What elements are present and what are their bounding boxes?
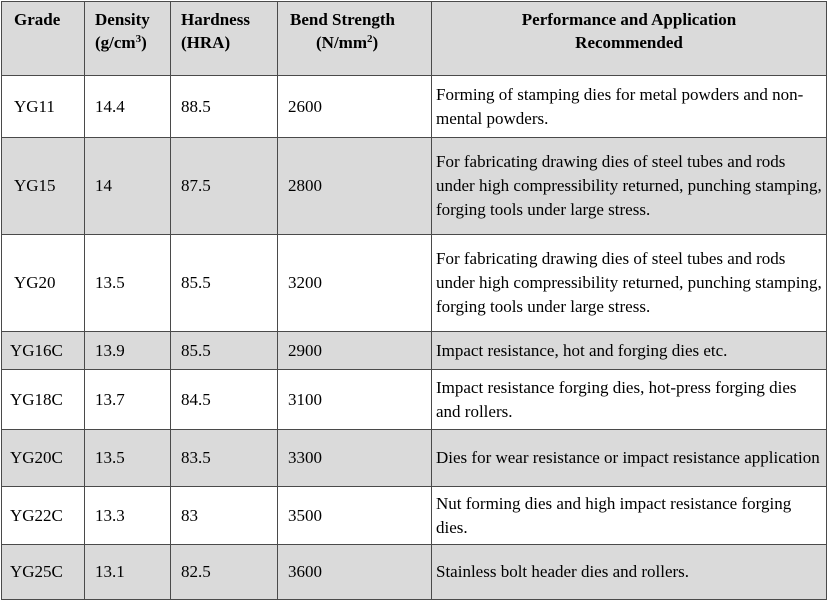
table-row — [2, 370, 827, 430]
cell-density: 13.3 — [85, 487, 171, 545]
table-row — [2, 138, 827, 235]
table-row — [2, 235, 827, 332]
header-density — [85, 2, 171, 76]
cell-hardness: 82.5 — [171, 545, 278, 600]
cell-bend-strength: 2900 — [278, 332, 432, 370]
cell-application: For fabricating drawing dies of steel tubes and rods under high compressibility returned, punching stamping, forging tools under large stress. — [432, 138, 827, 235]
header-density-unit-close: ) — [141, 33, 147, 52]
cell-density: 13.9 — [85, 332, 171, 370]
cell-bend-strength: 2600 — [278, 76, 432, 138]
cell-application: Nut forming dies and high impact resistance forging dies. — [432, 487, 827, 545]
cell-density: 14.4 — [85, 76, 171, 138]
cell-hardness: 83 — [171, 487, 278, 545]
header-density-unit-sup: 3 — [135, 33, 142, 45]
cell-application: For fabricating drawing dies of steel tubes and rods under high compressibility returned, punching stamping, forging tools under large stress. — [432, 235, 827, 332]
table-row — [2, 332, 827, 370]
header-application — [432, 2, 827, 76]
cell-density: 13.5 — [85, 430, 171, 487]
header-hardness-unit: (HRA) — [181, 33, 231, 52]
carbide-grade-table — [1, 1, 827, 600]
cell-application: Impact resistance, hot and forging dies etc. — [432, 332, 827, 370]
cell-bend-strength: 3500 — [278, 487, 432, 545]
cell-bend-strength: 3100 — [278, 370, 432, 430]
table-row — [2, 487, 827, 545]
cell-density: 13.1 — [85, 545, 171, 600]
header-grade-label: Grade — [14, 10, 61, 29]
cell-hardness: 88.5 — [171, 76, 278, 138]
header-bend-unit-sup: 2 — [366, 33, 373, 45]
header-density-label: Density — [95, 10, 150, 29]
header-density-unit: (g/cm — [95, 33, 136, 52]
header-hardness — [171, 2, 278, 76]
header-hardness-label: Hardness — [181, 10, 250, 29]
header-application-label-2: Recommended — [575, 33, 683, 52]
cell-bend-strength: 3200 — [278, 235, 432, 332]
cell-hardness: 84.5 — [171, 370, 278, 430]
header-bend-label: Bend Strength — [290, 10, 396, 29]
cell-application: Stainless bolt header dies and rollers. — [432, 545, 827, 600]
cell-hardness: 85.5 — [171, 235, 278, 332]
cell-density: 14 — [85, 138, 171, 235]
cell-hardness: 83.5 — [171, 430, 278, 487]
cell-grade: YG16C — [2, 332, 85, 370]
header-row — [2, 2, 827, 76]
table-row — [2, 545, 827, 600]
cell-density: 13.5 — [85, 235, 171, 332]
header-bend-unit: (N/mm — [316, 33, 367, 52]
table-row — [2, 76, 827, 138]
cell-application: Forming of stamping dies for metal powders and non-mental powders. — [432, 76, 827, 138]
cell-bend-strength: 3600 — [278, 545, 432, 600]
cell-grade: YG22C — [2, 487, 85, 545]
header-bend-strength — [278, 2, 432, 76]
cell-grade: YG18C — [2, 370, 85, 430]
cell-application: Impact resistance forging dies, hot-press forging dies and rollers. — [432, 370, 827, 430]
header-bend-unit-close: ) — [372, 33, 379, 52]
header-grade — [2, 2, 85, 76]
cell-grade: YG20C — [2, 430, 85, 487]
table-row — [2, 430, 827, 487]
cell-density: 13.7 — [85, 370, 171, 430]
cell-bend-strength: 2800 — [278, 138, 432, 235]
cell-bend-strength: 3300 — [278, 430, 432, 487]
cell-application: Dies for wear resistance or impact resistance application — [432, 430, 827, 487]
cell-hardness: 85.5 — [171, 332, 278, 370]
cell-grade: YG20 — [2, 235, 85, 332]
header-application-label: Performance and Application — [521, 10, 737, 29]
cell-grade: YG15 — [2, 138, 85, 235]
cell-grade: YG25C — [2, 545, 85, 600]
cell-grade: YG11 — [2, 76, 85, 138]
cell-hardness: 87.5 — [171, 138, 278, 235]
